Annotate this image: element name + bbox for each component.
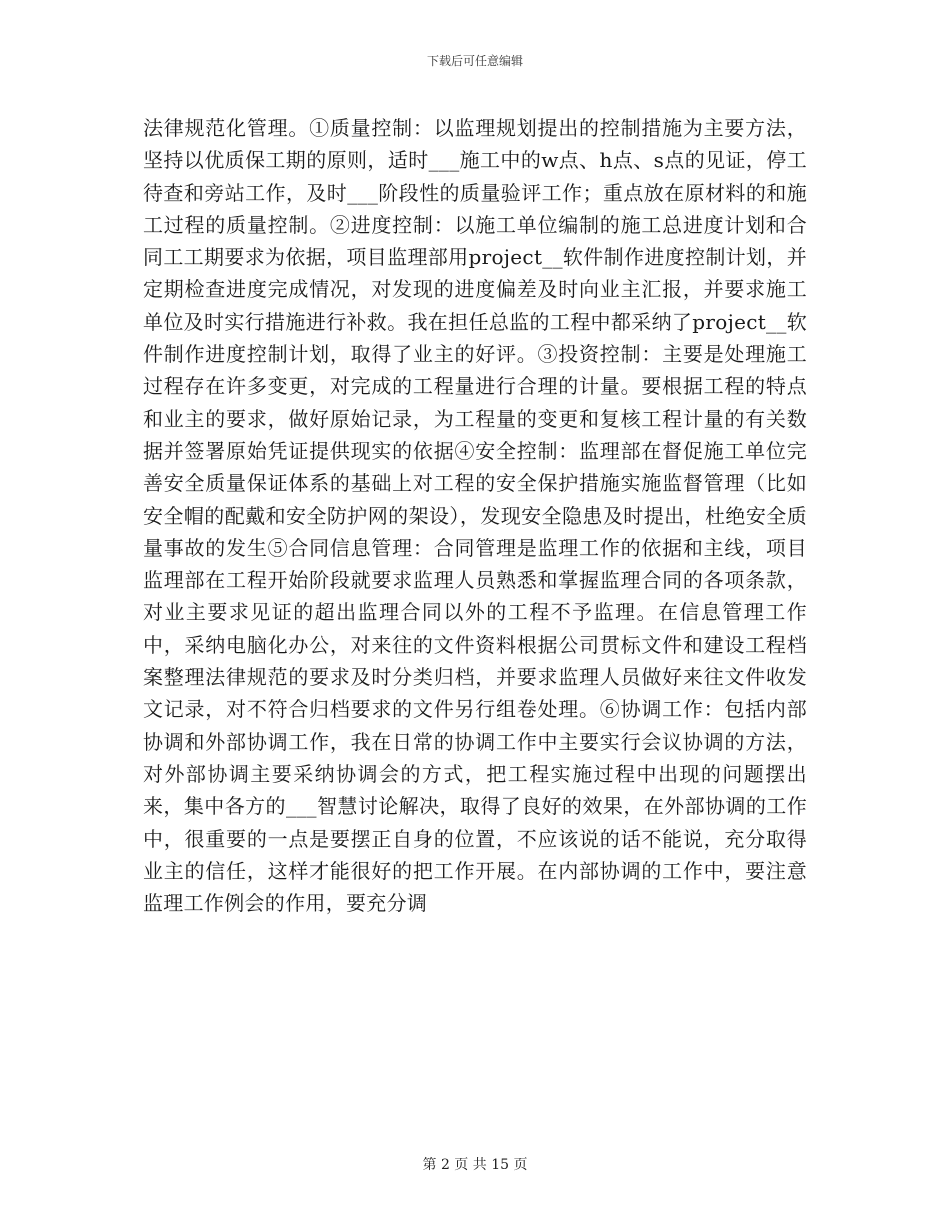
page-header-note: 下载后可任意编辑: [426, 54, 523, 68]
page-number: 第 2 页 共 15 页: [422, 1157, 528, 1173]
body-paragraph: 法律规范化管理。①质量控制：以监理规划提出的控制措施为主要方法，坚持以优质保工期的原则，适时___施工中的w点、h点、s点的见证，停工待查和旁站工作，及时___阶段性的质量验评工作；重点放在原材料的和施工过程的质量控制。②进度控制：以施工单位编制的施工总进度计划和合同工工期要求为依据，项目监理部用project__软件制作进度控制计划，并定期检查进度完成情况，对发现的进度偏差及时向业主汇报，并要求施工单位及时实行措施进行补救。我在担任总监的工程中都采纳了project__软件制作进度控制计划，取得了业主的好评。③投资控制：主要是处理施工过程存在许多变更，对完成的工程量进行合理的计量。要根据工程的特点和业主的要求，做好原始记录，为工程量的变更和复核工程计量的有关数据并签署原始凭证提供现实的依据④安全控制：监理部在督促施工单位完善安全质量保证体系的基础上对工程的安全保护措施实施监督管理（比如安全帽的配戴和安全防护网的架设），发现安全隐患及时提出，杜绝安全质量事故的发生⑤合同信息管理：合同管理是监理工作的依据和主线，项目监理部在工程开始阶段就要求监理人员熟悉和掌握监理合同的各项条款，对业主要求见证的超出监理合同以外的工程不予监理。在信息管理工作中，采纳电脑化办公，对来往的文件资料根据公司贯标文件和建设工程档案整理法律规范的要求及时分类归档，并要求监理人员做好来往文件收发文记录，对不符合归档要求的文件另行组卷处理。⑥协调工作：包括内部协调和外部协调工作，我在日常的协调工作中主要实行会议协调的方法，对外部协调主要采纳协调会的方式，把工程实施过程中出现的问题摆出来，集中各方的___智慧讨论解决，取得了良好的效果，在外部协调的工作中，很重要的一点是要摆正自身的位置，不应该说的话不能说，充分取得业主的信任，这样才能很好的把工作开展。在内部协调的工作中，要注意监理工作例会的作用，要充分调: [143, 116, 807, 916]
